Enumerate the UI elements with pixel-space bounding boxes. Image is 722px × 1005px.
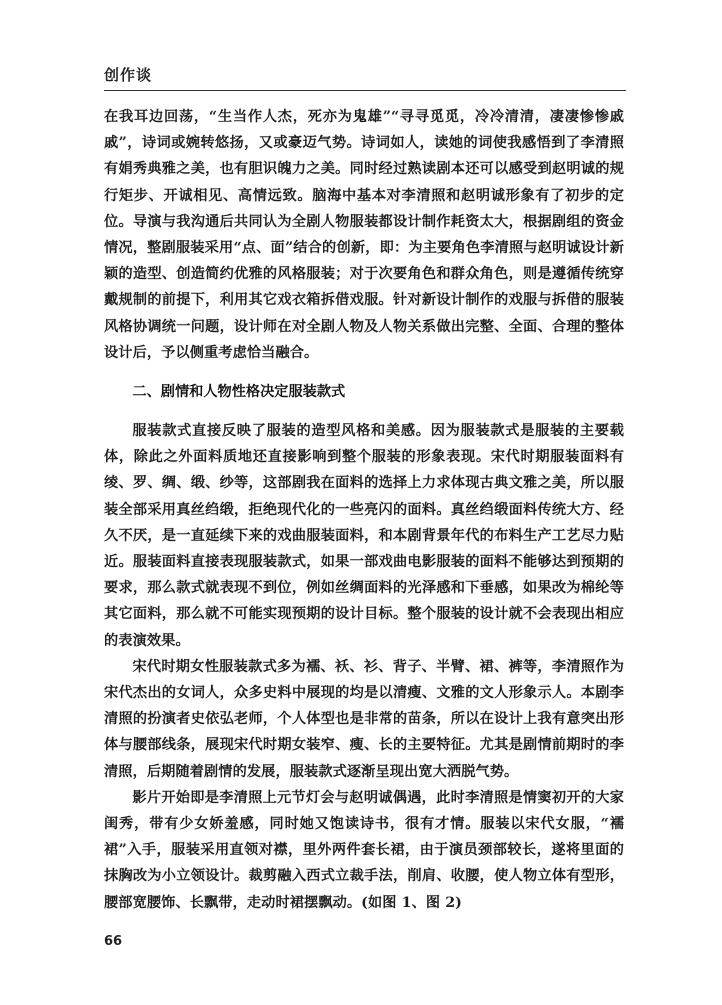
- running-header: 创作谈: [104, 66, 153, 84]
- paragraph-intro-continuation: 在我耳边回荡，“生当作人杰，死亦为鬼雄”“寻寻觅觅，冷冷清清，凄凄惨惨戚戚”，诗词或婉转悠扬，又或豪迈气势。诗词如人，读她的词使我感悟到了李清照有娟秀典雅之美，也有胆识魄力之美。同时经过熟读剧本还可以感受到赵明诚的规行矩步、开诚相见、高情远致。脑海中基本对李清照和赵明诚形象有了初步的定位。导演与我沟通后共同认为全剧人物服装都设计制作耗资太大，根据剧组的资金情况，整剧服装采用“点、面”结合的创新，即：为主要角色李清照与赵明诚设计新颖的造型、创造简约优雅的风格服装；对于次要角色和群众角色，则是遵循传统穿戴规制的前提下，利用其它戏衣箱拆借戏服。针对新设计制作的戏服与拆借的服装风格协调统一问题，设计师在对全剧人物及人物关系做出完整、全面、合理的整体设计后，予以侧重考虑恰当融合。: [104, 109, 624, 361]
- paragraph-fabric: 服装款式直接反映了服装的造型风格和美感。因为服装款式是服装的主要载体，除此之外面料质地还直接影响到整个服装的形象表现。宋代时期服装面料有绫、罗、绸、缎、纱等，这部剧我在面料的选择上力求体现古典文雅之美，所以服装全部采用真丝绉缎，拒绝现代化的一些亮闪的面料。真丝绉缎面料传统大方、经久不厌，是一直延续下来的戏曲服装面料，和本剧背景年代的布料生产工艺尽力贴近。服装面料直接表现服装款式，如果一部戏曲电影服装的面料不能够达到预期的要求，那么款式就表现不到位，例如丝绸面料的光泽感和下垂感，如果改为棉纶等其它面料，那么就不可能实现预期的设计目标。整个服装的设计就不会表现出相应的表演效果。: [104, 423, 624, 649]
- section-heading: 二、剧情和人物性格决定服装款式: [132, 384, 346, 401]
- header-divider: [104, 90, 626, 91]
- paragraph-song-women-styles: 宋代时期女性服装款式多为襦、袄、衫、背子、半臂、裙、裤等，李清照作为宋代杰出的女词人，众多史料中展现的均是以清瘦、文雅的文人形象示人。本剧李清照的扮演者史依弘老师，个人体型也是非常的苗条，所以在设计上我有意突出形体与腰部线条，展现宋代时期女装窄、瘦、长的主要特征。尤其是剧情前期时的李清照，后期随着剧情的发展，服装款式逐渐呈现出宽大洒脱气势。: [104, 658, 624, 780]
- article-body: [104, 104, 624, 916]
- page-number: 66: [104, 934, 123, 949]
- paragraph-opening-scene: 影片开始即是李清照上元节灯会与赵明诚偶遇，此时李清照是情窦初开的大家闺秀，带有少女娇羞感，同时她又饱读诗书，很有才情。服装以宋代女服，“襦裙”入手，服装采用直领对襟，里外两件套长裙，由于演员颈部较长，遂将里面的抹胸改为小立领设计。裁剪融入西式立裁手法，削肩、收腰，使人物立体有型形，腰部宽腰饰、长飘带，走动时裙摆飘动。(如图 1、图 2): [104, 789, 624, 911]
